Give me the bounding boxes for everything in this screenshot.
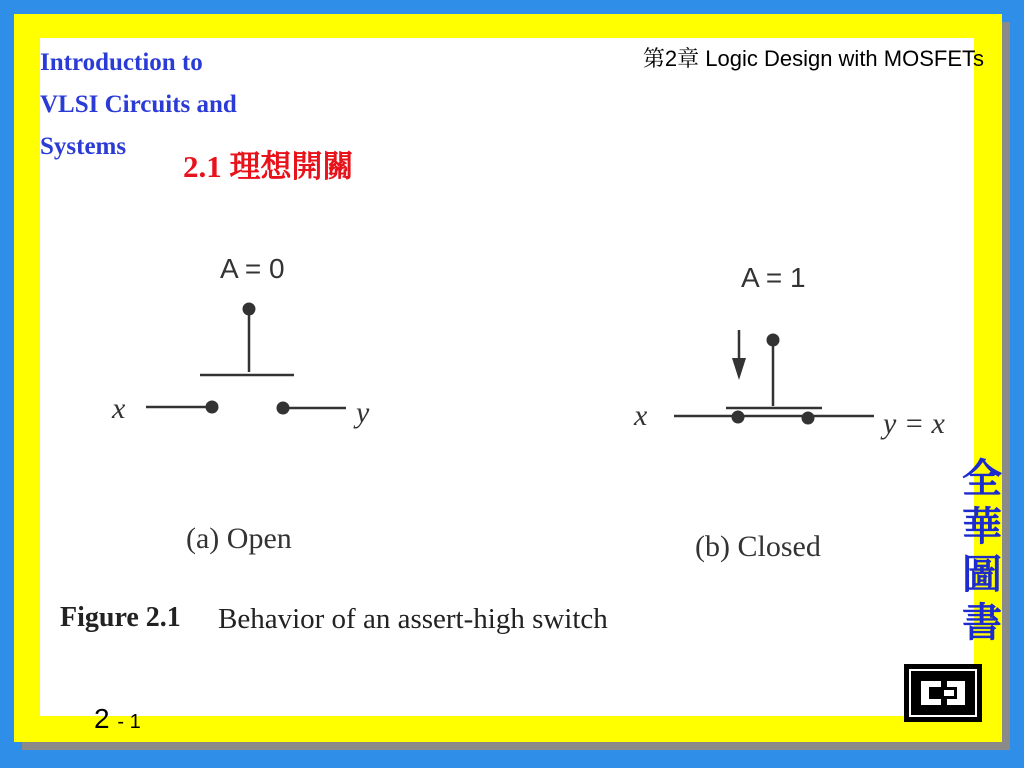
- course-title-line: VLSI Circuits and: [40, 91, 237, 118]
- drain-terminal: [277, 402, 289, 414]
- figure-caption-text: Behavior of an assert-high switch: [218, 603, 608, 635]
- source-terminal: [732, 411, 744, 423]
- panel-a-caption: (a) Open: [186, 522, 292, 555]
- switch-figure: [40, 230, 974, 660]
- course-title-line: Systems: [40, 133, 127, 160]
- publisher-vertical-text: [960, 455, 1004, 647]
- publisher-char: 全: [962, 456, 1002, 501]
- logo-icon: [911, 671, 975, 715]
- source-terminal: [206, 401, 218, 413]
- publisher-logo: [904, 664, 982, 722]
- close-arrow-head: [732, 358, 746, 380]
- publisher-char: 圖: [962, 552, 1002, 597]
- page-number-minor: - 1: [117, 711, 141, 733]
- page-number-major: 2: [94, 703, 110, 734]
- publisher-char: 華: [962, 504, 1002, 549]
- logo-border: [909, 669, 977, 717]
- chapter-title: 第2章 Logic Design with MOSFETs: [642, 46, 984, 71]
- gate-terminal: [767, 334, 779, 346]
- panel-a-input-label: A = 0: [220, 253, 285, 284]
- course-title-line: Introduction to: [40, 49, 203, 76]
- panel-a-x-label: x: [112, 392, 126, 425]
- panel-b-y-label: y = x: [883, 407, 945, 440]
- panel-b-caption: (b) Closed: [695, 530, 821, 563]
- panel-b-input-label: A = 1: [741, 262, 806, 293]
- panel-closed: [633, 262, 946, 563]
- panel-b-x-label: x: [634, 399, 648, 432]
- gate-terminal: [243, 303, 255, 315]
- publisher-char: 書: [962, 600, 1002, 645]
- switch-diagram: [40, 230, 974, 660]
- drain-terminal: [802, 412, 814, 424]
- panel-open: [111, 253, 370, 555]
- section-title: 2.1 理想開關: [183, 149, 354, 184]
- panel-a-y-label: y: [356, 396, 370, 429]
- page-number: [94, 702, 141, 739]
- figure-caption-label: Figure 2.1: [60, 602, 181, 633]
